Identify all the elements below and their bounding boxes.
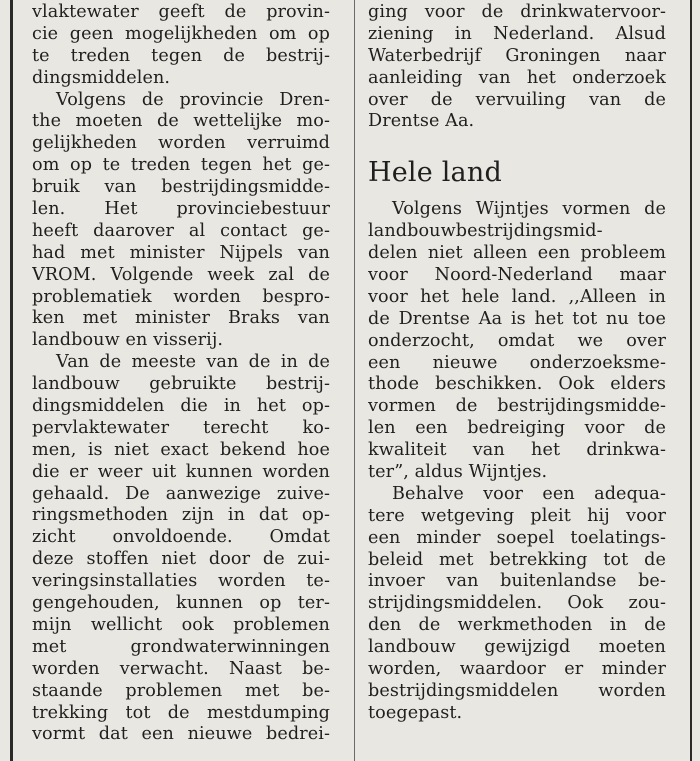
text-line: invoer van buitenlandse be- [368,571,666,592]
text-line: ziening in Nederland. Alsud [368,23,666,44]
text-line: ringsmethoden zijn in dat op- [32,505,330,526]
text-line: len. Het provinciebestuur [32,199,330,220]
text-line: om op te treden tegen het ge- [32,155,330,176]
text-line: ging voor de drinkwatervoor- [368,2,666,22]
text-line: een nieuwe onderzoeksme- [368,352,666,373]
text-line: Volgens Wijntjes vormen de [392,199,666,220]
text-line: kwaliteit van het drinkwa- [368,440,666,461]
text-line: voor het hele land. ,,Alleen in [368,286,666,307]
text-line: landbouw gewijzigd moeten [368,637,666,658]
text-line: staande problemen met be- [32,680,330,701]
text-line: vormt dat een nieuwe bedrei- [32,724,330,745]
text-line: thode beschikken. Ook elders [368,374,666,395]
text-line: cie geen mogelijkheden om op [32,23,330,44]
text-line: Waterbedrijf Groningen naar [368,45,666,66]
column-divider [354,0,355,761]
text-line: strijdingsmiddelen. Ook zou- [368,593,666,614]
text-line: een minder soepel toelatings- [368,527,666,548]
text-line: worden, waardoor er minder [368,659,666,680]
text-line: delen niet alleen een probleem [368,243,666,264]
text-line: de Drentse Aa is het tot nu toe [368,308,666,329]
text-line: len een bedreiging voor de [368,418,666,439]
text-line: dingsmiddelen die in het op- [32,396,330,417]
text-line: problematiek worden bespro- [32,286,330,307]
text-line: Drentse Aa. [368,111,475,132]
text-line: over de vervuiling van de [368,89,666,110]
left-column [32,2,330,746]
text-line: men, is niet exact bekend hoe [32,439,330,460]
text-line: beleid met betrekking tot de [368,549,666,570]
text-line: toegepast. [368,702,463,723]
text-line: voor Noord-Nederland maar [368,265,666,286]
text-line: te treden tegen de bestrij- [32,45,330,66]
text-line: Volgens de provincie Dren- [56,89,330,110]
right-column [368,2,666,725]
text-line: met grondwaterwinningen [32,636,330,657]
text-line: landbouw gebruikte bestrij- [32,374,330,395]
text-line: VROM. Volgende week zal de [32,264,330,285]
text-line: die er weer uit kunnen worden [32,461,330,482]
text-line: trekking tot de mestdumping [32,702,330,723]
text-line: onderzocht, omdat we over [368,330,666,351]
text-line: gehaald. De aanwezige zuive- [32,483,330,504]
text-line: bestrijdingsmiddelen worden [368,680,666,701]
text-line: aanleiding van het onderzoek [368,67,666,88]
text-line: tere wetgeving pleit hij voor [368,505,666,526]
text-line: Behalve voor een adequa- [392,483,666,504]
text-line: dingsmiddelen. [32,67,171,88]
text-line: den de werkmethoden in de [368,615,666,636]
text-line: ken met minister Braks van [32,308,330,329]
text-line: bruik van bestrijdingsmidde- [32,177,330,198]
text-line: deze stoffen niet door de zui- [32,549,330,570]
text-line: had met minister Nijpels van [32,242,330,263]
left-column-rule [10,0,13,761]
text-line: landbouwbestrijdingsmid- [368,221,603,242]
text-line: landbouw en visserij. [32,330,224,351]
text-line: heeft daarover al contact ge- [32,220,330,241]
text-line: the moeten de wettelijke mo- [32,111,330,132]
text-line: pervlaktewater terecht ko- [32,417,330,438]
text-line: Van de meeste van de in de [56,352,330,373]
text-line: gelijkheden worden verruimd [32,133,330,154]
text-line: mijn wellicht ook problemen [32,614,330,635]
text-line: vlaktewater geeft de provin- [32,2,330,22]
text-line: vormen de bestrijdingsmidde- [368,396,666,417]
right-column-rule [690,0,692,761]
section-heading: Hele land [368,157,502,189]
text-line: zicht onvoldoende. Omdat [32,527,330,548]
text-line: ter”, aldus Wijntjes. [368,462,548,483]
text-line: veringsinstallaties worden te- [32,571,330,592]
text-line: worden verwacht. Naast be- [32,658,330,679]
text-line: gengehouden, kunnen op ter- [32,593,330,614]
